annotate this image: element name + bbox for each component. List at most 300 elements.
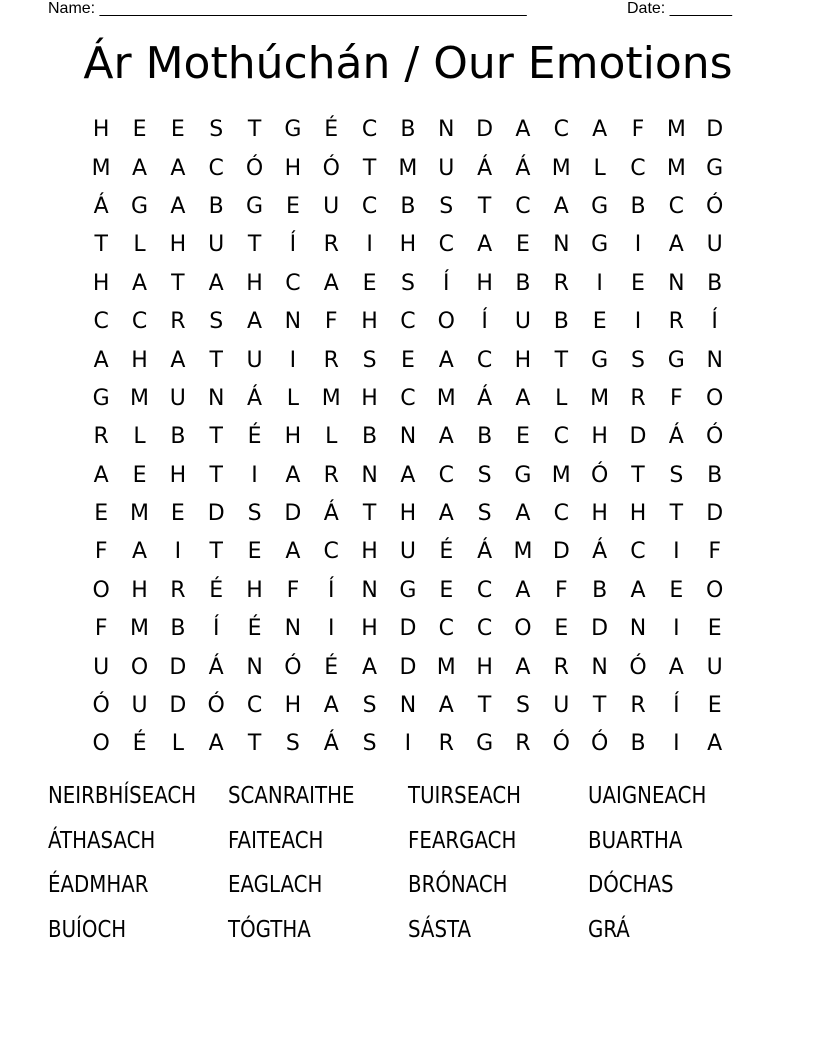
grid-cell[interactable]: Í — [443, 270, 450, 296]
grid-cell[interactable]: R — [170, 309, 186, 335]
grid-cell[interactable]: T — [477, 693, 492, 719]
grid-cell[interactable]: H — [92, 270, 110, 296]
grid-cell[interactable]: Á — [515, 155, 531, 181]
grid-cell[interactable]: S — [362, 731, 377, 757]
grid-cell[interactable]: U — [169, 385, 186, 411]
grid-cell[interactable]: E — [362, 270, 377, 296]
grid-cell[interactable]: A — [208, 731, 224, 757]
grid-cell[interactable]: A — [668, 232, 684, 258]
grid-cell[interactable]: T — [247, 117, 262, 143]
grid-cell[interactable]: H — [284, 155, 302, 181]
grid-cell[interactable]: B — [400, 117, 416, 143]
grid-cell[interactable]: M — [666, 155, 686, 181]
grid-cell[interactable]: Ó — [552, 731, 570, 757]
grid-cell[interactable]: R — [93, 424, 109, 450]
grid-cell[interactable]: S — [209, 309, 224, 335]
grid-cell[interactable]: H — [476, 270, 493, 296]
word-bank-item: ÁTHASACH — [48, 827, 156, 854]
grid-cell[interactable]: O — [130, 654, 149, 680]
grid-cell[interactable]: A — [170, 193, 186, 219]
grid-cell[interactable]: Ó — [590, 462, 609, 488]
grid-cell[interactable]: T — [592, 693, 607, 719]
grid-cell[interactable]: H — [361, 309, 378, 335]
grid-cell[interactable]: C — [553, 501, 569, 527]
grid-cell[interactable]: G — [399, 577, 417, 603]
grid-cell[interactable]: D — [591, 616, 609, 642]
grid-cell[interactable]: T — [247, 731, 262, 757]
grid-cell[interactable]: N — [246, 654, 263, 680]
grid-cell[interactable]: G — [591, 232, 609, 258]
grid-cell[interactable]: H — [514, 347, 532, 373]
grid-cell[interactable]: I — [366, 232, 373, 258]
grid-cell[interactable]: H — [399, 232, 417, 258]
grid-cell[interactable]: H — [246, 577, 263, 603]
grid-cell[interactable]: G — [476, 731, 494, 757]
grid-cell[interactable]: C — [438, 462, 454, 488]
grid-cell[interactable]: B — [170, 424, 186, 450]
grid-cell[interactable]: B — [707, 462, 723, 488]
grid-cell[interactable]: R — [668, 309, 684, 335]
grid-cell[interactable]: G — [591, 347, 609, 373]
grid-cell[interactable]: E — [132, 462, 147, 488]
grid-cell[interactable]: N — [668, 270, 685, 296]
word-bank-item: ÉADMHAR — [48, 872, 149, 898]
grid-cell[interactable]: Á — [323, 731, 339, 757]
grid-cell[interactable]: T — [247, 232, 262, 258]
grid-cell[interactable]: I — [634, 309, 642, 335]
grid-cell[interactable]: L — [133, 424, 146, 450]
grid-cell[interactable]: G — [246, 193, 264, 219]
grid-cell[interactable]: É — [324, 117, 339, 143]
grid-cell[interactable]: Á — [247, 385, 263, 411]
grid-cell[interactable]: Ó — [322, 155, 340, 181]
grid-cell[interactable]: A — [515, 117, 531, 143]
grid-cell[interactable]: E — [94, 501, 109, 527]
grid-cell[interactable]: B — [400, 193, 416, 219]
grid-cell[interactable]: U — [323, 193, 340, 219]
grid-cell[interactable]: É — [324, 654, 339, 680]
grid-cell[interactable]: C — [476, 347, 493, 373]
grid-cell[interactable]: M — [436, 385, 456, 411]
grid-cell[interactable]: S — [477, 462, 492, 488]
grid-cell[interactable]: C — [361, 193, 378, 219]
grid-cell[interactable]: A — [170, 155, 186, 181]
grid-cell[interactable]: A — [438, 424, 454, 450]
grid-cell[interactable]: N — [399, 693, 417, 719]
grid-cell[interactable]: T — [631, 462, 645, 488]
grid-cell[interactable]: A — [323, 270, 339, 296]
grid-cell[interactable]: Í — [289, 232, 297, 258]
grid-cell[interactable]: T — [669, 501, 684, 527]
grid-cell[interactable]: A — [438, 501, 454, 527]
grid-cell[interactable]: N — [207, 385, 225, 411]
grid-cell[interactable]: D — [399, 616, 417, 642]
grid-cell[interactable]: A — [208, 270, 224, 296]
grid-cell[interactable]: U — [246, 347, 263, 373]
grid-cell[interactable]: I — [327, 616, 335, 642]
grid-cell[interactable]: I — [404, 731, 412, 757]
grid-cell[interactable]: H — [629, 501, 647, 527]
grid-cell[interactable]: H — [591, 424, 608, 450]
grid-cell[interactable]: A — [323, 693, 339, 719]
grid-cell[interactable]: N — [284, 309, 302, 335]
grid-cell[interactable]: L — [286, 385, 300, 411]
grid-cell[interactable]: Ó — [92, 693, 110, 719]
grid-cell[interactable]: H — [284, 424, 302, 450]
grid-cell[interactable]: N — [284, 616, 302, 642]
grid-cell[interactable]: A — [707, 731, 723, 757]
grid-cell[interactable]: O — [706, 577, 724, 603]
grid-cell[interactable]: A — [515, 501, 531, 527]
grid-cell[interactable]: E — [516, 232, 530, 258]
grid-cell[interactable]: D — [284, 501, 302, 527]
grid-cell[interactable]: M — [130, 616, 149, 642]
header-line — [0, 0, 816, 20]
grid-cell[interactable]: F — [286, 577, 300, 603]
grid-cell[interactable]: U — [706, 232, 723, 258]
grid-cell[interactable]: L — [593, 155, 606, 181]
grid-cell[interactable]: U — [706, 654, 723, 680]
grid-cell[interactable]: A — [477, 232, 493, 258]
grid-cell[interactable]: B — [477, 424, 493, 450]
grid-cell[interactable]: C — [246, 693, 263, 719]
grid-cell[interactable]: Ó — [284, 654, 302, 680]
grid-cell[interactable]: Á — [208, 654, 224, 680]
grid-cell[interactable]: Ó — [706, 424, 724, 450]
grid-cell[interactable]: C — [668, 193, 685, 219]
grid-cell[interactable]: Ó — [629, 654, 647, 680]
grid-cell[interactable]: S — [631, 347, 645, 373]
grid-cell[interactable]: R — [553, 270, 569, 296]
grid-cell[interactable]: M — [551, 462, 571, 488]
grid-cell[interactable]: E — [439, 577, 454, 603]
grid-cell[interactable]: C — [476, 577, 493, 603]
grid-cell[interactable]: A — [285, 539, 301, 565]
grid-cell[interactable]: E — [516, 424, 530, 450]
grid-cell[interactable]: B — [592, 577, 608, 603]
grid-cell[interactable]: I — [673, 731, 680, 757]
grid-cell[interactable]: A — [400, 462, 416, 488]
grid-cell[interactable]: E — [285, 193, 300, 219]
grid-cell[interactable]: E — [707, 693, 722, 719]
grid-cell[interactable]: A — [630, 577, 646, 603]
grid-cell[interactable]: H — [399, 501, 417, 527]
grid-cell[interactable]: R — [323, 347, 339, 373]
grid-cell[interactable]: É — [439, 539, 454, 565]
grid-cell[interactable]: R — [170, 577, 186, 603]
grid-cell[interactable]: Á — [93, 193, 109, 219]
word-bank-item: NEIRBHÍSEACH — [48, 783, 197, 809]
grid-cell[interactable]: Ó — [207, 693, 225, 719]
grid-cell[interactable]: D — [207, 501, 225, 527]
grid-cell[interactable]: N — [553, 232, 570, 258]
grid-cell[interactable]: C — [630, 155, 646, 181]
grid-cell[interactable]: S — [669, 462, 684, 488]
grid-cell[interactable]: C — [438, 232, 454, 258]
grid-cell[interactable]: T — [477, 193, 492, 219]
grid-cell[interactable]: N — [706, 347, 723, 373]
grid-cell[interactable]: M — [666, 117, 686, 143]
grid-cell[interactable]: Á — [592, 539, 608, 565]
grid-cell[interactable]: Á — [477, 539, 493, 565]
grid-cell[interactable]: C — [630, 539, 646, 565]
grid-cell[interactable]: G — [284, 117, 302, 143]
grid-cell[interactable]: B — [707, 270, 723, 296]
grid-cell[interactable]: B — [553, 309, 569, 335]
grid-cell[interactable]: D — [476, 117, 494, 143]
grid-cell[interactable]: B — [515, 270, 531, 296]
grid-cell[interactable]: R — [630, 385, 646, 411]
grid-cell[interactable]: C — [438, 616, 454, 642]
grid-cell[interactable]: A — [362, 654, 378, 680]
grid-cell[interactable]: C — [553, 424, 569, 450]
grid-cell[interactable]: F — [554, 577, 568, 603]
grid-cell[interactable]: U — [131, 693, 148, 719]
word-bank-item: TÓGTHA — [228, 916, 311, 943]
grid-cell[interactable]: S — [362, 693, 377, 719]
grid-cell[interactable]: G — [130, 193, 149, 219]
grid-cell[interactable]: E — [592, 309, 607, 335]
grid-cell[interactable]: T — [362, 155, 377, 181]
grid-cell[interactable]: A — [170, 347, 186, 373]
grid-cell[interactable]: U — [399, 539, 416, 565]
grid-cell[interactable]: É — [247, 616, 262, 642]
grid-cell[interactable]: I — [673, 616, 680, 642]
grid-cell[interactable]: B — [362, 424, 378, 450]
grid-cell[interactable]: A — [438, 347, 454, 373]
grid-cell[interactable]: E — [707, 616, 722, 642]
grid-cell[interactable]: S — [439, 193, 454, 219]
grid-cell[interactable]: A — [592, 117, 608, 143]
grid-cell[interactable]: C — [400, 385, 416, 411]
grid-cell[interactable]: M — [130, 501, 149, 527]
grid-cell[interactable]: C — [285, 270, 301, 296]
grid-cell[interactable]: T — [171, 270, 185, 296]
grid-cell[interactable]: L — [133, 232, 146, 258]
grid-cell[interactable]: C — [515, 193, 531, 219]
grid-cell[interactable]: A — [668, 654, 684, 680]
grid-cell[interactable]: D — [552, 539, 570, 565]
grid-cell[interactable]: C — [208, 155, 224, 181]
grid-cell[interactable]: L — [325, 424, 338, 450]
grid-cell[interactable]: D — [169, 654, 187, 680]
grid-cell[interactable]: T — [554, 347, 569, 373]
grid-cell[interactable]: M — [513, 539, 533, 565]
grid-cell[interactable]: N — [399, 424, 417, 450]
grid-cell[interactable]: N — [591, 654, 608, 680]
grid-cell[interactable]: Á — [668, 424, 684, 450]
grid-cell[interactable]: I — [289, 347, 297, 373]
date-field[interactable]: Date: _______ — [627, 0, 732, 17]
grid-cell[interactable]: A — [131, 539, 148, 565]
grid-cell[interactable]: E — [631, 270, 645, 296]
grid-cell[interactable]: F — [708, 539, 721, 565]
grid-cell[interactable]: Í — [327, 577, 335, 603]
grid-cell[interactable]: G — [92, 385, 110, 411]
grid-cell[interactable]: A — [131, 155, 148, 181]
grid-cell[interactable]: H — [361, 616, 378, 642]
grid-cell[interactable]: E — [669, 577, 684, 603]
grid-cell[interactable]: Ó — [245, 155, 264, 181]
grid-cell[interactable]: R — [630, 693, 646, 719]
grid-cell[interactable]: I — [251, 462, 258, 488]
grid-cell[interactable]: N — [438, 117, 455, 143]
grid-cell[interactable]: B — [630, 193, 646, 219]
grid-cell[interactable]: C — [131, 309, 148, 335]
grid-cell[interactable]: I — [596, 270, 603, 296]
grid-cell[interactable]: T — [209, 424, 223, 450]
grid-cell[interactable]: F — [670, 385, 683, 411]
grid-cell[interactable]: É — [247, 424, 262, 450]
grid-cell[interactable]: A — [93, 462, 109, 488]
grid-cell[interactable]: O — [437, 309, 455, 335]
grid-cell[interactable]: T — [209, 347, 223, 373]
grid-cell[interactable]: F — [631, 117, 645, 143]
grid-cell[interactable]: M — [130, 385, 149, 411]
grid-cell[interactable]: F — [94, 616, 108, 642]
grid-cell[interactable]: N — [361, 577, 378, 603]
grid-cell[interactable]: E — [132, 117, 147, 143]
grid-cell[interactable]: É — [132, 731, 147, 757]
grid-cell[interactable]: H — [246, 270, 263, 296]
grid-cell[interactable]: M — [551, 155, 571, 181]
grid-cell[interactable]: I — [673, 539, 680, 565]
grid-cell[interactable]: S — [209, 117, 224, 143]
grid-cell[interactable]: I — [634, 232, 642, 258]
grid-cell[interactable]: E — [247, 539, 262, 565]
grid-cell[interactable]: U — [514, 309, 531, 335]
grid-cell[interactable]: D — [169, 693, 187, 719]
grid-cell[interactable]: M — [590, 385, 610, 411]
grid-cell[interactable]: S — [477, 501, 492, 527]
grid-cell[interactable]: S — [400, 270, 415, 296]
grid-cell[interactable]: E — [170, 117, 185, 143]
grid-cell[interactable]: F — [324, 309, 338, 335]
grid-cell[interactable]: I — [174, 539, 182, 565]
grid-cell[interactable]: H — [131, 577, 148, 603]
grid-cell[interactable]: Í — [673, 693, 680, 719]
grid-cell[interactable]: M — [436, 654, 456, 680]
grid-cell[interactable]: G — [591, 193, 609, 219]
grid-cell[interactable]: C — [400, 309, 416, 335]
grid-cell[interactable]: C — [323, 539, 339, 565]
grid-cell[interactable]: H — [361, 385, 378, 411]
grid-cell[interactable]: A — [247, 309, 263, 335]
word-bank-item: EAGLACH — [228, 872, 323, 898]
grid-cell[interactable]: A — [515, 654, 531, 680]
grid-cell[interactable]: H — [131, 347, 148, 373]
grid-cell[interactable]: M — [321, 385, 341, 411]
grid-cell[interactable]: U — [553, 693, 570, 719]
grid-cell[interactable]: Á — [323, 501, 339, 527]
grid-cell[interactable]: A — [285, 462, 301, 488]
grid-cell[interactable]: S — [285, 731, 300, 757]
grid-cell[interactable]: Í — [711, 309, 718, 335]
grid-cell[interactable]: A — [131, 270, 148, 296]
grid-cell[interactable]: G — [706, 155, 724, 181]
grid-cell[interactable]: D — [706, 117, 724, 143]
grid-cell[interactable]: Ó — [706, 193, 724, 219]
grid-cell[interactable]: B — [208, 193, 224, 219]
grid-cell[interactable]: C — [93, 309, 109, 335]
grid-cell[interactable]: D — [629, 424, 647, 450]
name-field[interactable]: Name: ________________________________________________ — [48, 0, 527, 17]
grid-cell[interactable]: L — [171, 731, 184, 757]
word-bank-item: SÁSTA — [408, 916, 472, 943]
page-title: Ár Mothúchán / Our Emotions — [83, 38, 733, 89]
grid-cell[interactable]: U — [208, 232, 225, 258]
grid-cell[interactable]: R — [515, 731, 531, 757]
grid-cell[interactable]: H — [476, 654, 493, 680]
grid-cell[interactable]: B — [630, 731, 646, 757]
grid-cell[interactable]: R — [438, 731, 454, 757]
grid-cell[interactable]: Ó — [590, 731, 609, 757]
grid-cell[interactable]: N — [629, 616, 647, 642]
grid-cell[interactable]: U — [93, 654, 110, 680]
grid-cell[interactable]: L — [555, 385, 568, 411]
grid-cell[interactable]: S — [515, 693, 530, 719]
grid-cell[interactable]: É — [209, 577, 224, 603]
grid-cell[interactable]: C — [476, 616, 493, 642]
grid-cell[interactable]: H — [169, 462, 187, 488]
grid-cell[interactable]: T — [362, 501, 377, 527]
grid-cell[interactable]: G — [514, 462, 532, 488]
grid-cell[interactable]: C — [361, 117, 378, 143]
grid-cell[interactable]: M — [398, 155, 418, 181]
grid-cell[interactable]: Í — [212, 616, 220, 642]
grid-cell[interactable]: H — [169, 232, 187, 258]
grid-cell[interactable]: A — [553, 193, 569, 219]
grid-cell[interactable]: C — [553, 117, 569, 143]
grid-cell[interactable]: U — [438, 155, 455, 181]
grid-cell[interactable]: S — [247, 501, 262, 527]
grid-cell[interactable]: G — [667, 347, 685, 373]
grid-cell[interactable]: R — [553, 654, 569, 680]
grid-cell[interactable]: O — [92, 731, 110, 757]
grid-cell[interactable]: H — [284, 693, 302, 719]
grid-cell[interactable]: Á — [477, 155, 493, 181]
grid-cell[interactable]: E — [170, 501, 185, 527]
grid-cell[interactable]: S — [362, 347, 377, 373]
grid-cell[interactable]: F — [94, 539, 108, 565]
grid-cell[interactable]: O — [514, 616, 532, 642]
word-bank-item: DÓCHAS — [588, 872, 674, 898]
grid-cell[interactable]: A — [93, 347, 109, 373]
grid-cell[interactable]: Í — [481, 309, 488, 335]
grid-cell[interactable]: R — [323, 232, 339, 258]
grid-cell[interactable]: N — [361, 462, 378, 488]
grid-cell[interactable]: A — [515, 577, 531, 603]
grid-cell[interactable]: Á — [477, 385, 493, 411]
grid-cell[interactable]: E — [554, 616, 569, 642]
grid-cell[interactable]: D — [706, 501, 724, 527]
grid-cell[interactable]: M — [91, 155, 111, 181]
grid-cell[interactable]: T — [209, 462, 223, 488]
grid-cell[interactable]: A — [515, 385, 531, 411]
grid-cell[interactable]: O — [92, 577, 110, 603]
grid-cell[interactable]: T — [94, 232, 108, 258]
grid-cell[interactable]: O — [706, 385, 724, 411]
grid-cell[interactable]: H — [361, 539, 378, 565]
grid-cell[interactable]: E — [400, 347, 415, 373]
grid-cell[interactable]: H — [591, 501, 608, 527]
grid-cell[interactable]: B — [170, 616, 186, 642]
grid-cell[interactable]: T — [209, 539, 223, 565]
grid-cell[interactable]: D — [399, 654, 417, 680]
grid-cell[interactable]: R — [323, 462, 339, 488]
grid-cell[interactable]: A — [438, 693, 454, 719]
grid-cell[interactable]: H — [92, 117, 110, 143]
